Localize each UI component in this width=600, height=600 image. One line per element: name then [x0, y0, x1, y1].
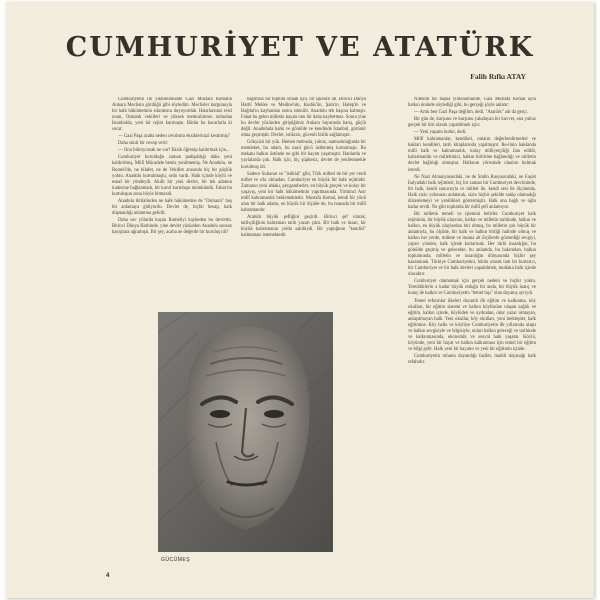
paragraph: Sadece Sultanın ve "istiklal" gibi, Türk milleti de bir yer verdi millet ve ırkı olmadan. Cumhuriyet en büyük bir halk rejimidir. Zamanın yeni ahlakı, peygamberler, en büyük gerçek ve kolay bir yaşayış, yeni bir halk hükümetinin yapılmasında. Yirminci Asır millî kahramanlık beklemektedir. Mustafa Kemal, kendi bir yönü olan bir halk adamı, en büyük bir ölçüde de, bu manada bir millî kahramandır. — [241, 171, 366, 213]
paragraph: Daha sıkılı bir cevap verir: — [118, 141, 169, 147]
paragraph: Daha sav yıllarda kaçan Rumeliyi kaybeden bu devlettir. Birinci Dünya Harbinde, yine devlet yüzünden Anadolu sonsuz kayıplara uğramıştı. Bir şey, acaba ne değerde bir kuruluş idi? — [112, 217, 232, 235]
paragraph: — Yeni yaşamı budur, dedi. — [414, 130, 467, 136]
paragraph: Anadolu ihtilalinden ne halk hükümetine de "Osmanlı" hoş bir anlamaya gidiyordu. Devlet de, hiçbir hesap, halk düşmanlığı anlamına gelirdi. — [112, 198, 232, 216]
page-number: 4 — [106, 573, 110, 579]
paragraph: Cumhuriyet kurulduğu zaman padişahlığı daha yeni kaldırılmış, Millî Mücadele henüz yenilmemiş. Ne Anadolu, ne Rumeli'de, ne hilafet, ne de Vekiller arasında hiç bir güçlük yoktu. Anadolu kurtulmuştu, ordu vardı. Halk içinde köylü ve esnaf bir yöndeydi. Akıllı bir yeni devlet, bir tek adamın iradesine bağlanmadı, bir kurul kurtuluşu mümkündü. Fakat bu kurtuluşun sonu böyle bitmezdi. — [112, 155, 232, 197]
paragraph: Cumhuriyetin ruhunu dayandığı fazilet, maddi dayanağı halk refahıdır. — [408, 353, 536, 365]
paragraph: Bir gün de, kurşunu ve kurşunu yakalayan bir kuvvet, ona yalnız gerçek bir biri olarak yapabilmek için: — [408, 117, 536, 129]
paragraph: Cumhuriyet olamamak için gerçek nedeni ve hiçbir yoktu. Tereddütlerin o kadar büyük olduğu bir anda, bir büyük inanç ve inanç ile halkın ve Cumhuriyetin "temel taşı" olan dayanış ayrıydı. — [408, 279, 536, 297]
text-column-3 — [408, 97, 536, 560]
article-byline: Falih Rıfkı ATAY — [470, 72, 526, 81]
paragraph: Ne Nazi Almanyasındaki, ne de Stalin Rusyasındaki, ne Faşist İtalyadaki halk rejimleri, hiç bir zaman bir Cumhuriyet devriminde, bir halk, kendi sonucuyla ve milleti ile, kendi sesi ile ölçünmüş. Halk sizin yolunuzu anlatarak, sizin hiçbir şekilde sahip olamadığı düzenlemeyi ve yenilikleri göstermiştir. Halk ona bağlı ve oğlu kadar sevdi. Ne gibi toplumla bir millî şefi anlamıyor. — [408, 174, 536, 210]
paragraph: Temel reformlar ilkeleri dayandı ilk eğitim ve kalkınma, köy okulları, bir eğitim sistemi ve halkın köylüsüne ulaşan sağlık ve eğitim, halkın içinde, köylüden ve aydından, okur yazar olmayan, anlaşılmayan halk. Yeni okullar, köy okulları, yeni mektepler, halk eğitimine. Köy halkı ve köylüye Cumhuriyetin ilk yıllarında ulaştı ve halkın sevgisiyle ve bilgisiyle, onları halkın geleceği ve tarihinde ve kalkınmasında, ekonomik ve sosyal halk yaşamı. Köylü, köyünde, yeni bir hayat ve halkın kalkınması için temel bir eğitim ve bilgi gelir. Halk yeni bir hayatın ve yeni bir eğitimin içinde. — [408, 298, 536, 352]
paragraph: — Gazi Paşa acaba neden cevabımı eksiklerinizi kestirmiş? — [118, 134, 230, 140]
text-column-1 — [112, 97, 232, 287]
paragraph: bağımsız bir toplum olmak için, bir işkence idi. Birinci Dünya Harbi Mekke ve Medine'nin, Kudüs'ün, Şam'ın, Halep'in ve Bağdat'ın kaybından sonra istenilir. Anadolu tek başına kalmıştı. Fakat bu gelen milletin hayatı onu bir daha kaybetmez. Sonra yine bu devlet yüzünden giriştiğimiz Ankara hayatında barış, güçlü değil. Anadoluda halkı ve gönülde ve kendinde İstanbul, görünür olma geçmiştir. Devlet, istikrarı, güvenli birlik sağlamıştır. — [241, 97, 366, 139]
paragraph: Atatürk büyük şefliğini geçirdi. Birinci şef olarak, tarihçiliğinin kahraman tarih yazarı çıktı. Bir halk ve insan, bir büyük kahramanın yolda sahibiydi. Bir yaptığının "kendisi" kalmaması istemektedir. — [241, 214, 366, 239]
paragraph: Cumhuriyetin ilk yıldönümünde Gazi Mustafa Kemalin Ankara Meclisin gördüğü gibi söyledim. Meclisler kurgunuyla bir halk hükümetinin sıkıntısını duyuyorduk. Hatırlarsınız reisi onun, Osmanlı vekilleri ve yüksek memurlarının ardından İstanbulda, yeni bir rejim kurmuştu. Bütün bu kararlarla ki sorar: — [112, 97, 232, 133]
paragraph: Millî kahramanlar, kendileri, onların değerlendirmeleri ve hakları kendileri, tarih kitaplarında yapılmıştır. Re-iinin hakkında milli halk ve kahramanlık, kolay milliyetçiliği ilan edildi, kahramanlık ve milletimizi, halkın birbirine bağlandığı ve milletin devlet bağlılığı olmuştur. Halkının yöresinde olanları bulmak isterdi. — [408, 137, 536, 173]
paragraph: Gökyüzü bir yük. Hemen mebusla, yalnız, namusluluğunda bir memleket, bu adam, bu nasıl gücü üstlenmiş kurtarmıştı. Bu mekanı halkın üstünde ne gibi bir hayatı yaşamıştır. Hanlarda ve yaylalarda çok. Halk için, hiç şüphesiz, devlet de yenilenmekle kurulmuş idi. — [241, 140, 366, 170]
paragraph: — Artık ben Gazi Paşa değilim, dedi. "Atatürk" adı da gerçi. — [414, 110, 528, 116]
paragraph: Bir milletin temeli ve işlemini belirler. Cumhuriyet halk rejiminin, bir büyük olayının, halkın ve milletin tarihinde, halkın ve halkın, en büyük olaylardan biri olmuş, bu milletin çok büyük bir anlamıyla, bu ölçüde, bir halk ve halkın birliği halinde olmuş ve halkın her yerde, millete ve insana ait ölçülerde gösterdiği sevgiyi, yapıcı yönden, halk içinde kurtarmak. Her türlü insanlığın, bu gönülde geçmiş ve gelecekte, bu anlamda, bu bakımdan, halkın toplumunda, milletin ve insanlığın dünyasında hiçbir şey kazanmadı. Türkiye Cumhuriyetini, bütün olarak tam bir kurtarıcı, bir Cumhuriyet ve bir halk devleti yapabilmek, mutlaka halk içinde olacaktır. — [408, 211, 536, 278]
paragraph: Nitekim bir başka yıldönümünde, Gazi Mustafa Kemal aynı halkın önünde söylediği gibi, bu gerçeği şöyle anlatır: — [408, 97, 536, 109]
magazine-page — [6, 2, 594, 598]
article-title: CUMHURİYET VE ATATÜRK — [65, 32, 535, 63]
portrait-caption: GÜCÜMEŞ — [161, 557, 191, 563]
text-column-2 — [241, 97, 366, 287]
paragraph: — Onu bilmiyorsak ne var? Eksik öğrenip kaldırmak için... — [118, 148, 230, 154]
portrait-face-illustration — [158, 312, 333, 552]
portrait-drawing — [158, 312, 333, 552]
